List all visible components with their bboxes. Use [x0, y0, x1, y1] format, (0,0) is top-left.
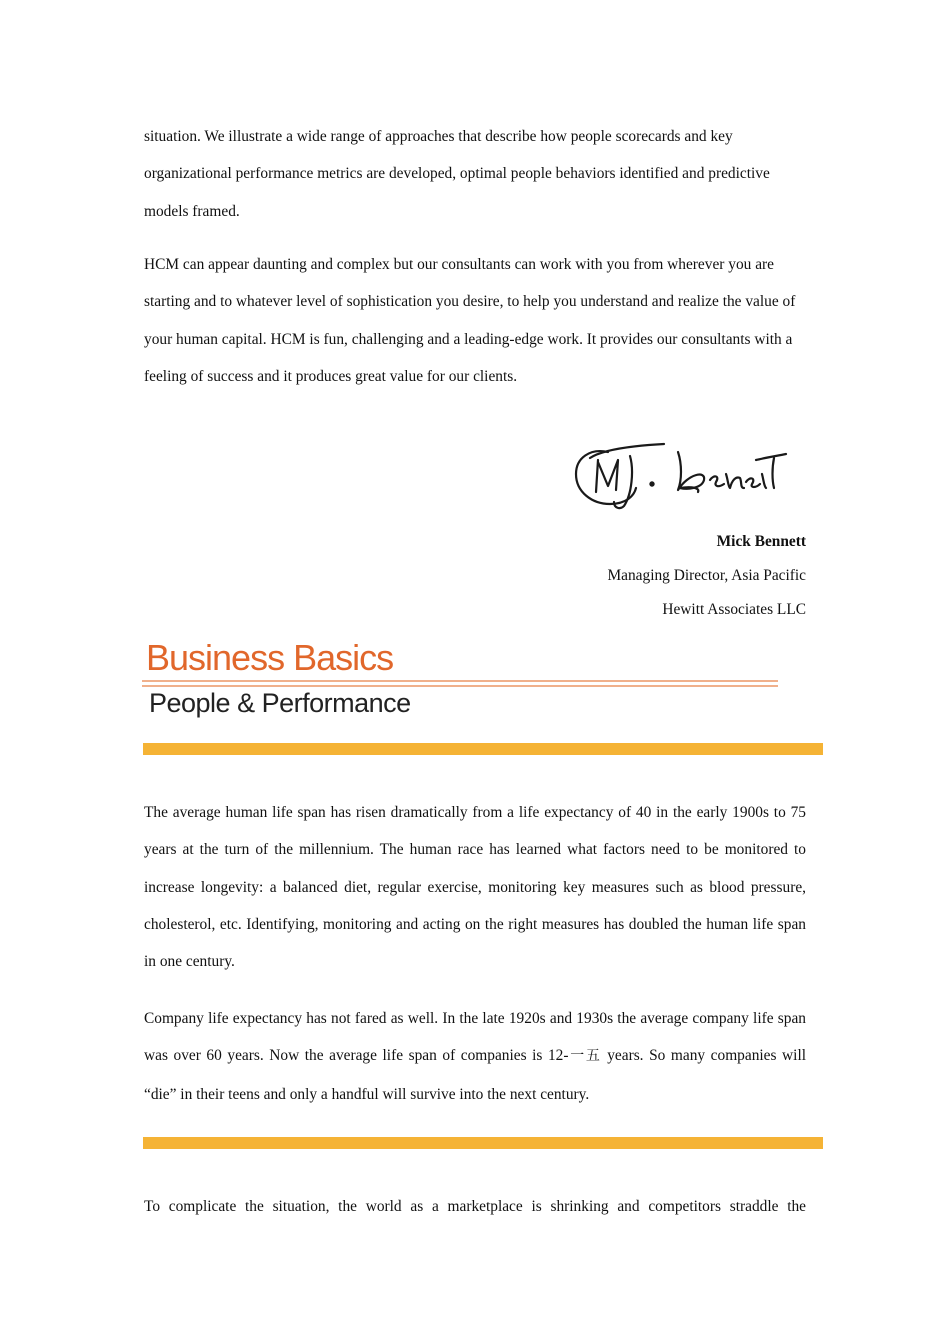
- company-life-text-end: years. So many companies will “die” in their teens and only a handful will survive into the next century.: [144, 1047, 806, 1103]
- section-divider-bar: [143, 743, 823, 755]
- logo-rule: [142, 680, 778, 682]
- signatory-name: Mick Bennett: [716, 533, 806, 550]
- section-divider-bar: [143, 1137, 823, 1149]
- hcm-paragraph: HCM can appear daunting and complex but our consultants can work with you from wherever you are starting and to whatever level of sophistication you desire, to help you understand and realize the value of your human capital. HCM is fun, challenging and a leading-edge work. It provides our consultants with a feeling of success and it produces great value for our clients.: [144, 256, 796, 385]
- signatory-title: Managing Director, Asia Pacific: [607, 567, 806, 584]
- marketplace-paragraph: To complicate the situation, the world as a marketplace is shrinking and competitors straddle the: [144, 1198, 806, 1215]
- signatory-company: Hewitt Associates LLC: [662, 601, 806, 618]
- logo-title: Business Basics: [146, 637, 394, 678]
- company-life-cjk-number: 一五: [568, 1048, 602, 1065]
- handwritten-signature: [568, 430, 793, 515]
- intro-paragraph-continued: situation. We illustrate a wide range of approaches that describe how people scorecards and key organizational performance metrics are developed, optimal people behaviors identified and predictive models framed.: [144, 128, 770, 220]
- logo-subtitle: People & Performance: [149, 688, 411, 718]
- business-basics-logo: [142, 636, 782, 726]
- life-span-paragraph: The average human life span has risen dramatically from a life expectancy of 40 in the early 1900s to 75 years at the turn of the millennium. The human race has learned what factors need to be monitored to increase longevity: a balanced diet, regular exercise, monitoring key measures such as blood pressure, cholesterol, etc. Identifying, monitoring and acting on the right measures has doubled the human life span in one century.: [144, 804, 806, 971]
- company-life-text-start: Company life expectancy has not fared as well. In the late 1920s and 1930s the average company life span was over 60 years. Now the average life span of companies is 12-: [144, 1010, 806, 1065]
- company-life-paragraph: [144, 1000, 806, 1113]
